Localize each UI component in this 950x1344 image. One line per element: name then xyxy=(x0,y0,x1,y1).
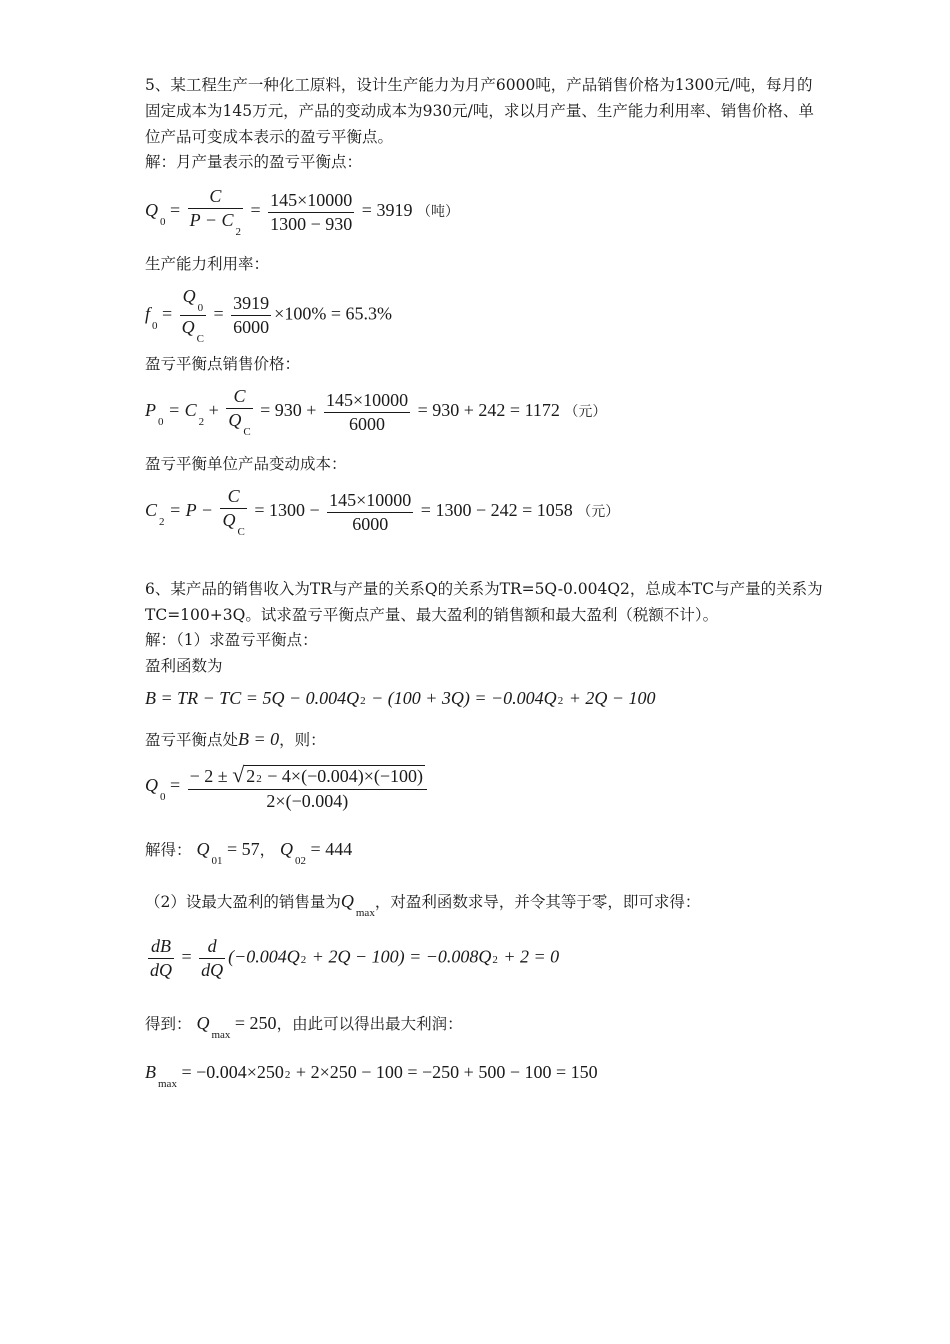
label-bep-price: 盈亏平衡点销售价格： xyxy=(145,355,301,373)
label-bep-variable-cost: 盈亏平衡单位产品变动成本： xyxy=(145,455,347,473)
problem-5-text: 5、某工程生产一种化工原料，设计生产能力为月产6000吨，产品销售价格为1300元/吨，每月的固定成本为145万元，产品的变动成本为930元/吨，求以月产量、生产能力利用率、销售价格、单位产品可变成本表示的盈亏平衡点。 xyxy=(145,76,814,146)
fraction-quadratic-formula: $\frac{- 2 \pm √ 22 - 4\times(-0.004)\times(-100)}{2\times(-0.004)}$ xyxy=(188,762,427,812)
square-root: 22 − 4×(−0.004)×(−100) xyxy=(246,766,423,786)
qmax-result-line: 得到： $Q_{max} = 250$，由此可以得出最大利润： xyxy=(145,1013,463,1041)
profit-function-label: 盈利函数为 xyxy=(145,657,223,675)
fraction-145e4-over-6000: $\frac{145\times 10000}{6000}$ xyxy=(325,389,409,434)
equation-c2: $C_2 = P$ − $\frac{C}{Q_C}$ = 1300 − $\frac{145\times 10000}{6000}$ = 1300 − 242 = 1058 （元） xyxy=(145,486,620,538)
problem-6-text: 6、某产品的销售收入为TR与产量的关系Q的关系为TR=5Q-0.004Q2，总成本TC与产量的关系为TC=100+3Q。试求盈亏平衡点产量、最大盈利的销售额和最大盈利（税额不计）。 xyxy=(145,580,823,624)
fraction-3919-over-6000: $\frac{3919}{6000}$ xyxy=(233,293,270,337)
equation-p0: $P_0 = C_2$ + $\frac{C}{Q_C}$ = 930 + $\frac{145\times 10000}{6000}$ = 930 + 242 = 1172 （元） xyxy=(145,386,607,438)
fraction-q0-over-qc: $\frac{Q_0}{Q_C}$ xyxy=(181,286,205,345)
fraction-c-over-p-minus-c2: $\frac{C}{P - C_2}$ xyxy=(189,186,241,238)
step-2-line: （2）设最大盈利的销售量为$Q_{max}$，对盈利函数求导，并令其等于零，即可求得： xyxy=(145,891,701,919)
fraction-db-dq: $\frac{dB}{dQ}$ xyxy=(150,936,172,980)
solution-label-monthly-output: 解：月产量表示的盈亏平衡点： xyxy=(145,153,363,171)
equation-profit-function: B = TR − TC = 5Q − 0.004Q2 − (100 + 3Q) = −0.004Q2 + 2Q − 100 xyxy=(145,688,656,708)
fraction-d-dq: $\frac{d}{dQ}$ xyxy=(201,936,224,980)
fraction-145e4-over-370: $\frac{145\times 10000}{1300 - 930}$ xyxy=(270,189,353,234)
bep-condition-line: 盈亏平衡点处B = 0，则： xyxy=(145,729,326,749)
equation-quadratic-root: $Q_0$ = $\frac{- 2 \pm √ 22 - 4\times(-0.004)\times(-100)}{2\times(-0.004)}$ xyxy=(145,762,430,812)
label-capacity-utilization: 生产能力利用率： xyxy=(145,255,270,273)
fraction-145e4-over-6000-2: $\frac{145\times 10000}{6000}$ xyxy=(329,489,412,534)
equation-derivative: $\frac{dB}{dQ}$ = $\frac{d}{dQ}$ (−0.004Q2 + 2Q − 100) = −0.008Q2 + 2 = 0 xyxy=(150,936,560,980)
roots-result-line: 解得： $Q_{01} = 57$， $Q_{02} = 444$ xyxy=(145,839,353,867)
fraction-c-over-qc-2: $\frac{C}{Q_C}$ xyxy=(222,486,245,538)
equation-f0: $f_0$ = $\frac{Q_0}{Q_C}$ = $\frac{3919}{6000}$ ×100% = 65.3% xyxy=(145,286,392,345)
equation-bmax: $B_{max} = -0.004\times 2502 + 2\times 250 - 100 = -250 + 500 - 100 = 150$ xyxy=(145,1062,598,1090)
equation-q0: $Q_0$ = $\frac{C}{P - C_2}$ = $\frac{145\times 10000}{1300 - 930}$ = 3919 （吨） xyxy=(145,186,459,238)
fraction-c-over-qc: $\frac{C}{Q_C}$ xyxy=(228,386,251,438)
step-1-label: 解：（1）求盈亏平衡点： xyxy=(145,631,318,649)
